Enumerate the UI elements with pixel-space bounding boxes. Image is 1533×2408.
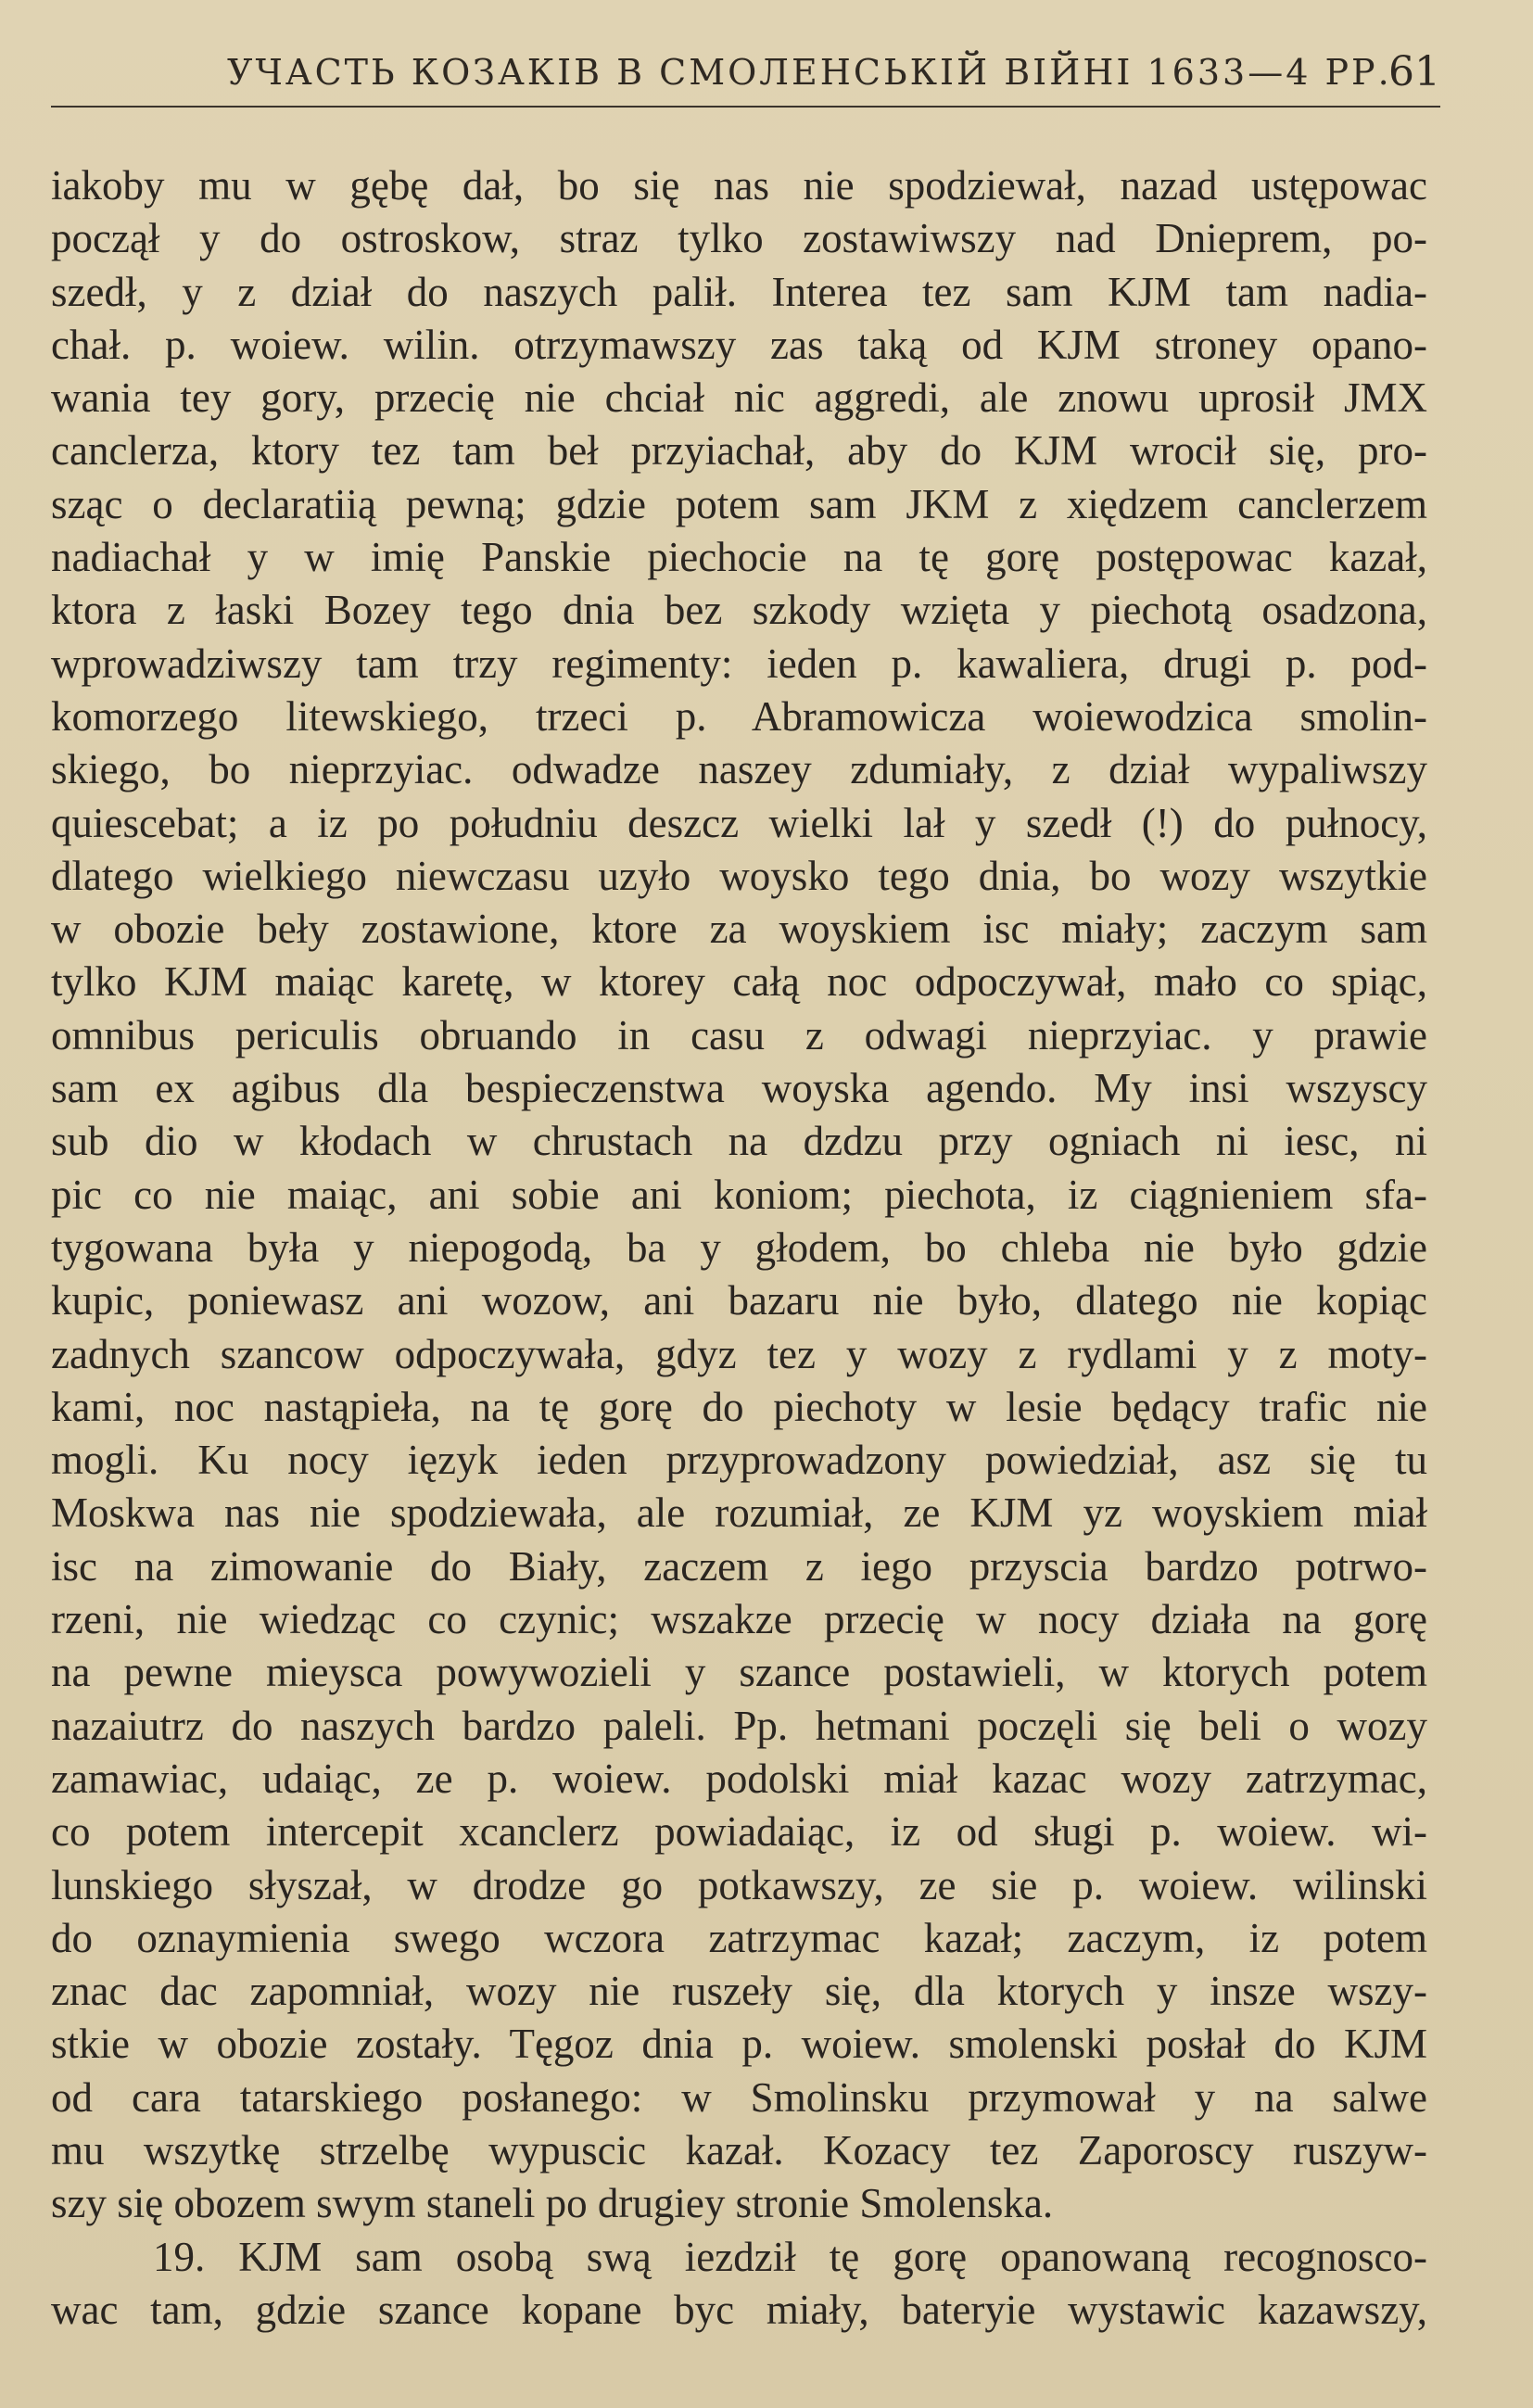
text-line: rzeni, nie wiedząc co czynic; wszakze przecię w nocy działa na gorę xyxy=(51,1596,1427,1643)
text-line: kupic, poniewasz ani wozow, ani bazaru nie było, dlatego nie kopiąc xyxy=(51,1277,1427,1324)
text-line: szedł, y z dział do naszych palił. Interea tez sam KJM tam nadia- xyxy=(51,268,1427,315)
text-line: począł y do ostroskow, straz tylko zostawiwszy nad Dnieprem, po- xyxy=(51,215,1427,262)
text-line: zamawiac, udaiąc, ze p. woiew. podolski miał kazac wozy zatrzymac, xyxy=(51,1755,1427,1802)
text-line: wac tam, gdzie szance kopane byc miały, bateryie wystawic kazawszy, xyxy=(51,2286,1427,2333)
text-line: stkie w obozie zostały. Tęgoz dnia p. woiew. smolenski posłał do KJM xyxy=(51,2021,1427,2068)
text-line: skiego, bo nieprzyiac. odwadze naszey zdumiały, z dział wypaliwszy xyxy=(51,746,1427,793)
text-line: sub dio w kłodach w chrustach na dzdzu przy ogniach ni iesc, ni xyxy=(51,1118,1427,1165)
text-line: omnibus periculis obruando in casu z odwagi nieprzyiac. y prawie xyxy=(51,1011,1427,1058)
text-line: lunskiego słyszał, w drodze go potkawszy, ze sie p. woiew. wilinski xyxy=(51,1861,1427,1908)
text-line: isc na zimowanie do Biały, zaczem z iego przyscia bardzo potrwo- xyxy=(51,1542,1427,1590)
text-line: canclerza, ktory tez tam beł przyiachał, aby do KJM wrocił się, pro- xyxy=(51,427,1427,475)
text-line: kami, noc nastąpieła, na tę gorę do piechoty w lesie będący trafic nie xyxy=(51,1383,1427,1430)
running-title: УЧАСТЬ КОЗАКІВ В СМОЛЕНСЬКІЙ ВІЙНІ 1633—4 РР. xyxy=(227,52,1392,93)
text-line: znac dac zapomniał, wozy nie ruszeły się, dla ktorych y insze wszy- xyxy=(51,1968,1427,2015)
page-header xyxy=(51,44,1440,108)
page-number: 61 xyxy=(1388,48,1440,95)
text-line: od cara tatarskiego posłanego: w Smolinsku przymował y na salwe xyxy=(51,2073,1427,2121)
text-line: tylko KJM maiąc karetę, w ktorey całą noc odpoczywał, mało co spiąc, xyxy=(51,958,1427,1006)
text-line: dlatego wielkiego niewczasu uzyło woysko tego dnia, bo wozy wszytkie xyxy=(51,852,1427,899)
text-line: mogli. Ku nocy ięzyk ieden przyprowadzony powiedział, asz się tu xyxy=(51,1437,1427,1484)
text-line: do oznaymienia swego wczora zatrzymac kazał; zaczym, iz potem xyxy=(51,1914,1427,1961)
text-line: nazaiutrz do naszych bardzo paleli. Pp. hetmani poczęli się beli o wozy xyxy=(51,1702,1427,1749)
text-line: w obozie beły zostawione, ktore za woyskiem isc miały; zaczym sam xyxy=(51,906,1427,953)
text-line: pic co nie maiąc, ani sobie ani koniom; piechota, iz ciągnieniem sfa- xyxy=(51,1171,1427,1218)
text-line: sam ex agibus dla bespieczenstwa woyska agendo. My insi wszyscy xyxy=(51,1065,1427,1112)
text-line: co potem intercepit xcanclerz powiadaiąc, iz od sługi p. woiew. wi- xyxy=(51,1808,1427,1856)
text-line: sząc o declaratiią pewną; gdzie potem sam JKM z xiędzem canclerzem xyxy=(51,480,1427,527)
text-line: wprowadziwszy tam trzy regimenty: ieden p. kawaliera, drugi p. pod- xyxy=(51,640,1427,687)
text-line: nadiachał y w imię Panskie piechocie na tę gorę postępowac kazał, xyxy=(51,534,1427,581)
text-line: na pewne mieysca powywozieli y szance postawieli, w ktorych potem xyxy=(51,1649,1427,1696)
text-line: Moskwa nas nie spodziewała, ale rozumiał, ze KJM yz woyskiem miał xyxy=(51,1489,1427,1537)
text-line: quiescebat; a iz po południu deszcz wielki lał y szedł (!) do pułnocy, xyxy=(51,799,1427,846)
text-line: iakoby mu w gębę dał, bo się nas nie spodziewał, nazad ustępowac xyxy=(51,162,1427,209)
text-line: komorzego litewskiego, trzeci p. Abramowicza woiewodzica smolin- xyxy=(51,692,1427,740)
body-text xyxy=(51,159,1427,2337)
text-line: ktora z łaski Bozey tego dnia bez szkody wzięta y piechotą osadzona, xyxy=(51,587,1427,634)
text-line: tygowana była y niepogodą, ba y głodem, bo chleba nie było gdzie xyxy=(51,1223,1427,1271)
text-line: mu wszytkę strzelbę wypuscic kazał. Kozacy tez Zaporoscy ruszyw- xyxy=(51,2126,1427,2174)
text-line: szy się obozem swym staneli po drugiey stronie Smolenska. xyxy=(51,2180,1054,2227)
text-line: chał. p. woiew. wilin. otrzymawszy zas taką od KJM stroney opano- xyxy=(51,321,1427,368)
text-line: wania tey gory, przecię nie chciał nic aggredi, ale znowu uprosił JMX xyxy=(51,374,1427,422)
text-line: 19. KJM sam osobą swą iezdził tę gorę opanowaną recognosco- xyxy=(153,2233,1427,2280)
text-line: zadnych szancow odpoczywała, gdyz tez y wozy z rydlami y z moty- xyxy=(51,1330,1427,1377)
